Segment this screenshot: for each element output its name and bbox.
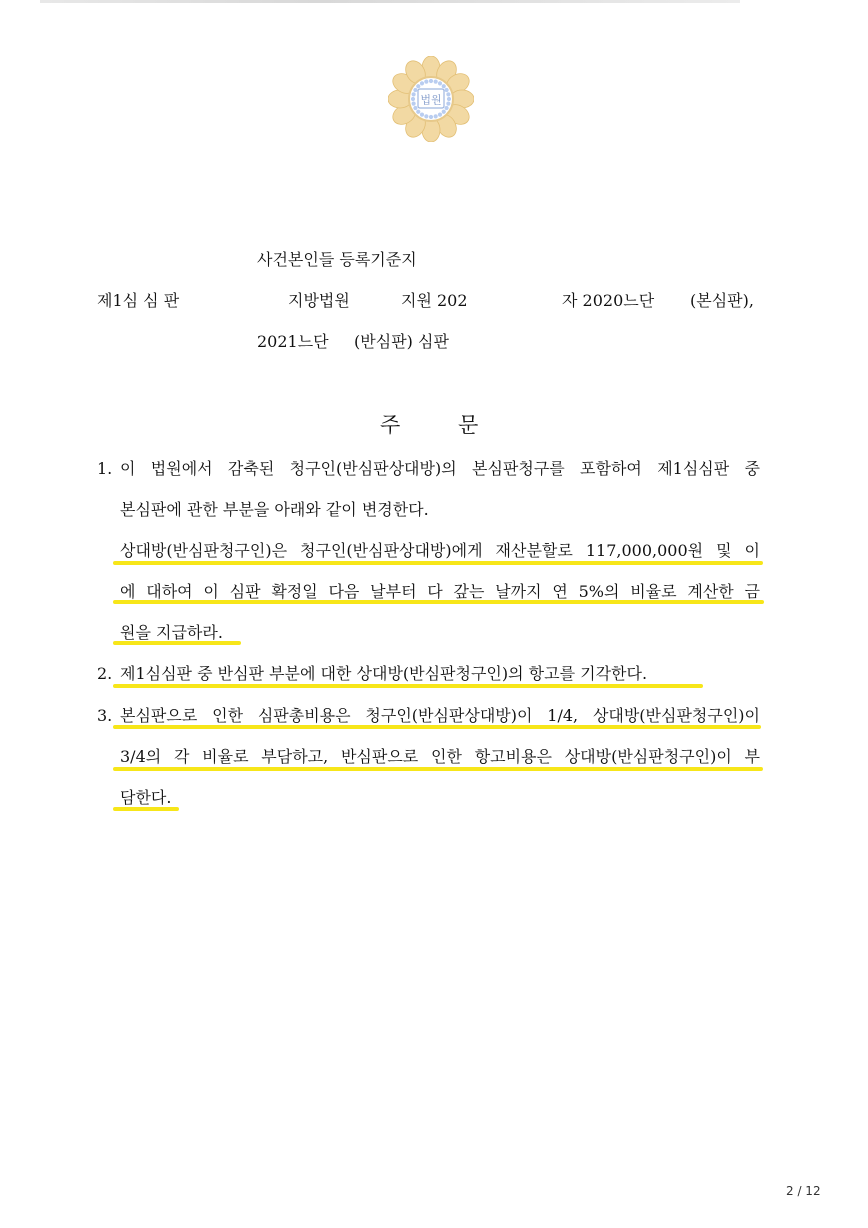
seal-dot: [412, 92, 416, 96]
seal-dot: [429, 79, 433, 83]
order-item-line: 본심판에 관한 부분을 아래와 같이 변경한다.: [120, 500, 429, 519]
seal-dot: [446, 92, 450, 96]
main-case-number: 자 2020느단: [562, 291, 655, 310]
order-item-number: 2.: [97, 664, 113, 683]
seal-dot: [424, 114, 428, 118]
first-instance-label: 제1심 심 판: [97, 291, 180, 310]
anonymization-note: 사건본인들 등록기준지: [257, 250, 417, 269]
seal-dot: [442, 84, 446, 88]
branch-label: 지원 202: [401, 291, 468, 310]
order-item-line: 제1심심판 중 반심판 부분에 대한 상대방(반심판청구인)의 항고를 기각한다.: [120, 664, 648, 683]
order-item-number: 3.: [97, 706, 113, 725]
seal-dot: [412, 102, 416, 106]
seal-dot: [411, 97, 415, 101]
order-item-line: 상대방(반심판청구인)은 청구인(반심판상대방)에게 재산분할로 117,000,000원 및 이: [120, 541, 760, 560]
seal-dot: [420, 112, 424, 116]
counter-case-line: 2021느단 (반심판) 심판: [257, 332, 449, 351]
seal-dot: [442, 110, 446, 114]
order-item-line: 담한다.: [120, 788, 172, 807]
seal-dot: [444, 88, 448, 92]
order-item-line: 원을 지급하라.: [120, 623, 223, 642]
seal-dot: [424, 80, 428, 84]
seal-dot: [438, 81, 442, 85]
seal-dot: [438, 112, 442, 116]
seal-dot: [413, 106, 417, 110]
seal-dot: [416, 110, 420, 114]
order-item-number: 1.: [97, 459, 113, 478]
page-indicator: 2 / 12: [786, 1184, 821, 1198]
seal-dot: [416, 84, 420, 88]
seal-dot: [420, 81, 424, 85]
order-title-right: 문: [458, 413, 479, 437]
highlight-mark: [113, 684, 703, 688]
court-seal-emblem: [388, 56, 474, 142]
seal-dot: [444, 106, 448, 110]
seal-dot: [434, 80, 438, 84]
highlight-mark: [113, 767, 763, 771]
seal-text: 법원: [420, 93, 442, 107]
main-case-label: (본심판),: [690, 291, 754, 310]
order-item-line: 이 법원에서 감축된 청구인(반심판상대방)의 본심판청구를 포함하여 제1심심판 중: [120, 459, 760, 478]
highlight-mark: [113, 561, 763, 565]
seal-dot: [429, 115, 433, 119]
order-title-left: 주: [380, 413, 401, 437]
order-item-line: 에 대하여 이 심판 확정일 다음 날부터 다 갚는 날까지 연 5%의 비율로 계산한 금: [120, 582, 760, 601]
court-name: 지방법원: [288, 291, 350, 310]
seal-dot: [447, 97, 451, 101]
seal-dot: [446, 102, 450, 106]
order-item-line: 3/4의 각 비율로 부담하고, 반심판으로 인한 항고비용은 상대방(반심판청구인)이 부: [120, 747, 760, 766]
seal-dot: [413, 88, 417, 92]
seal-dot: [434, 114, 438, 118]
order-item-line: 본심판으로 인한 심판총비용은 청구인(반심판상대방)이 1/4, 상대방(반심판청구인)이: [120, 706, 760, 725]
scan-edge-artifact: [40, 0, 740, 3]
